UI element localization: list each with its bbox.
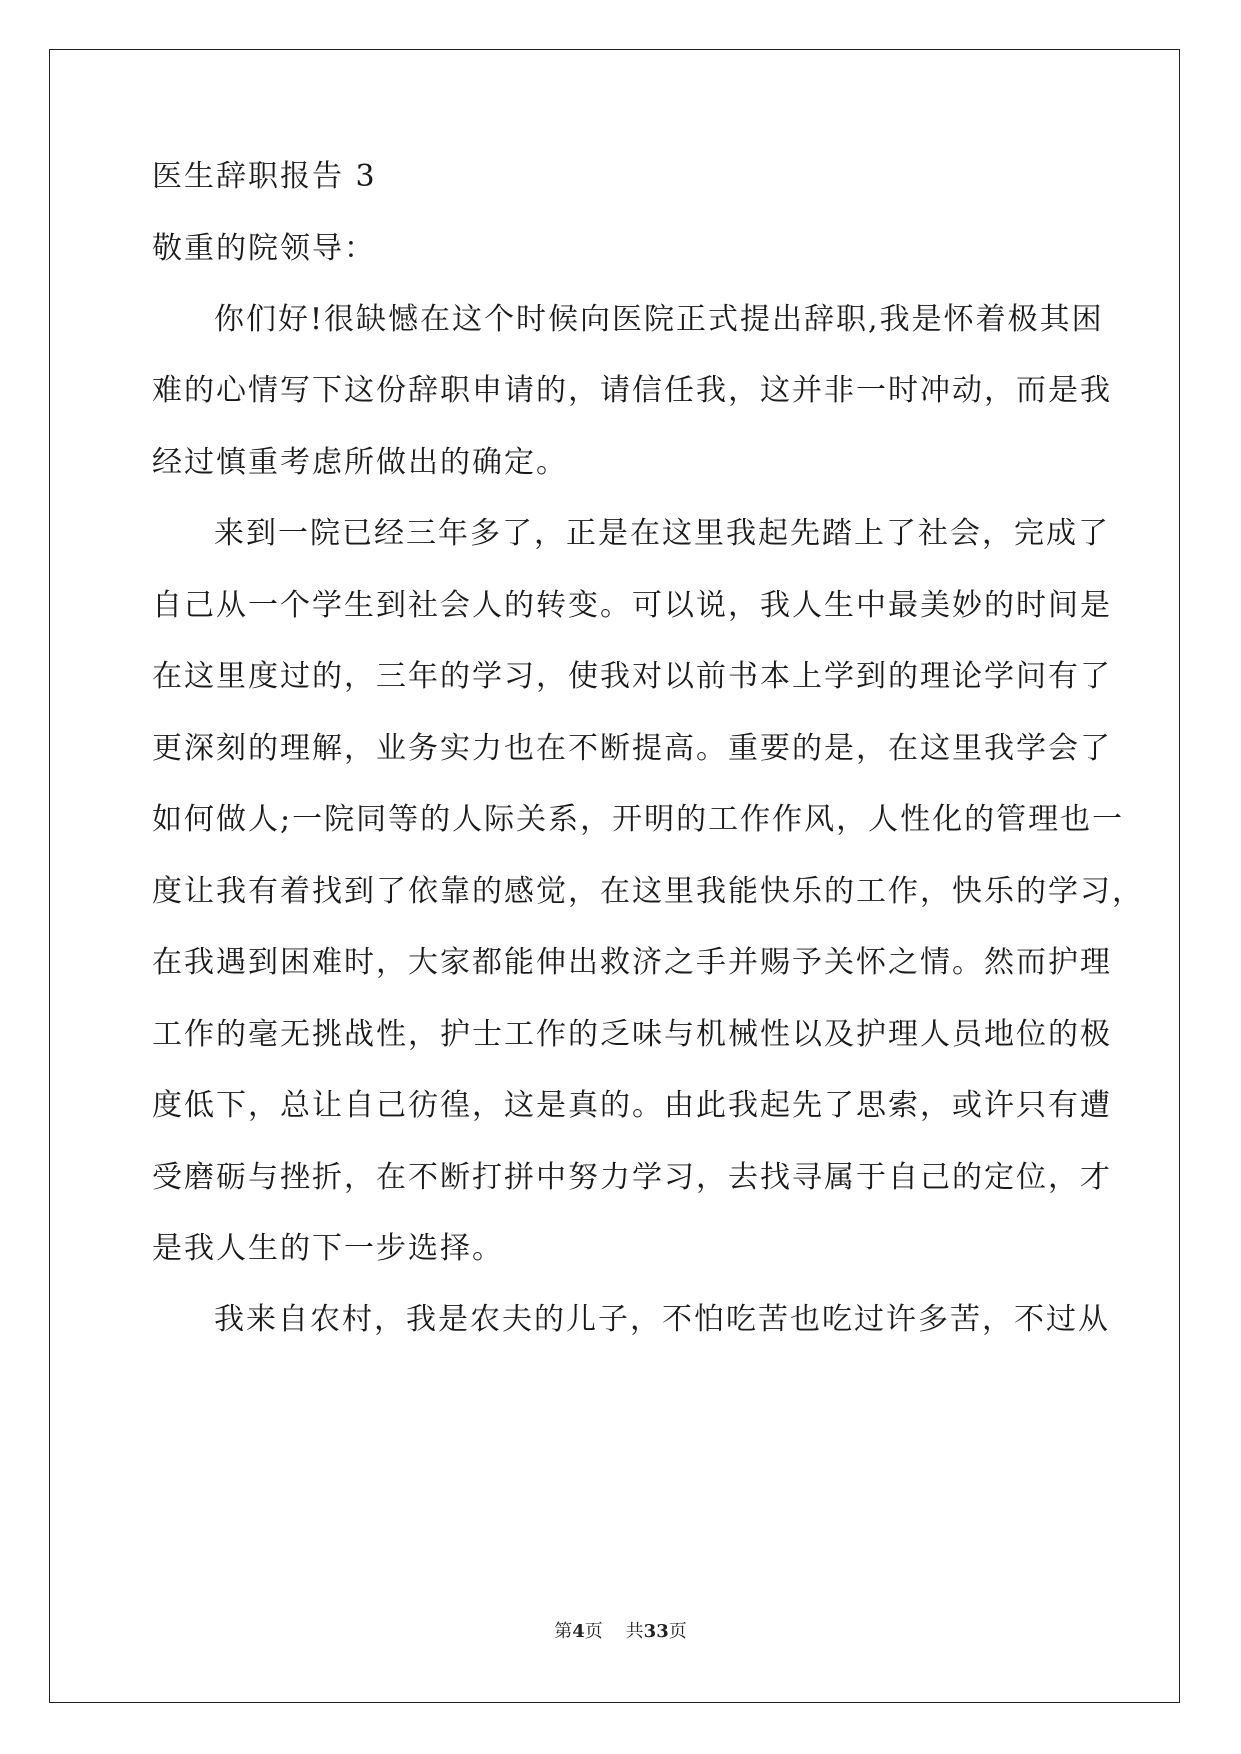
paragraph-1-line-1: 你们好!很缺憾在这个时候向医院正式提出辞职,我是怀着极其困 (214, 302, 1104, 337)
paragraph-1-line-2: 难的心情写下这份辞职申请的，请信任我，这并非一时冲动，而是我 (152, 373, 1112, 408)
paragraph-2-line-9: 度低下，总让自己彷徨，这是真的。由此我起先了思索，或许只有遭 (152, 1088, 1112, 1123)
salutation: 敬重的院领导： (152, 231, 376, 266)
footer-page-suffix: 页 (584, 1621, 603, 1642)
paragraph-2-line-2: 自己从一个学生到社会人的转变。可以说，我人生中最美妙的时间是 (152, 588, 1112, 623)
paragraph-2-line-4: 更深刻的理解，业务实力也在不断提高。重要的是，在这里我学会了 (152, 731, 1112, 766)
paragraph-3-line-1: 我来自农村，我是农夫的儿子，不怕吃苦也吃过许多苦，不过从 (214, 1302, 1110, 1337)
footer-total-prefix: 共 (625, 1621, 644, 1642)
footer-prefix: 第 (554, 1621, 573, 1642)
paragraph-1-line-3: 经过慎重考虑所做出的确定。 (152, 445, 568, 480)
paragraph-2-line-10: 受磨砺与挫折，在不断打拼中努力学习，去找寻属于自己的定位，才 (152, 1160, 1112, 1195)
paragraph-2-line-6: 度让我有着找到了依靠的感觉，在这里我能快乐的工作，快乐的学习， (152, 874, 1144, 909)
document-title: 医生辞职报告 3 (152, 159, 377, 194)
paragraph-2-line-8: 工作的毫无挑战性，护士工作的乏味与机械性以及护理人员地位的极 (152, 1017, 1112, 1052)
paragraph-2-line-1: 来到一院已经三年多了，正是在这里我起先踏上了社会，完成了 (214, 516, 1110, 551)
page-footer (0, 1620, 1241, 1644)
paragraph-2-line-3: 在这里度过的，三年的学习，使我对以前书本上学到的理论学问有了 (152, 659, 1112, 694)
paragraph-2-line-7: 在我遇到困难时，大家都能伸出救济之手并赐予关怀之情。然而护理 (152, 945, 1112, 980)
footer-total-pages: 33 (643, 1621, 669, 1642)
paragraph-2-line-11: 是我人生的下一步选择。 (152, 1231, 504, 1266)
paragraph-2-line-5: 如何做人;一院同等的人际关系，开明的工作作风，人性化的管理也一 (152, 802, 1125, 837)
footer-page-number: 4 (572, 1621, 585, 1642)
footer-total-suffix: 页 (668, 1621, 687, 1642)
